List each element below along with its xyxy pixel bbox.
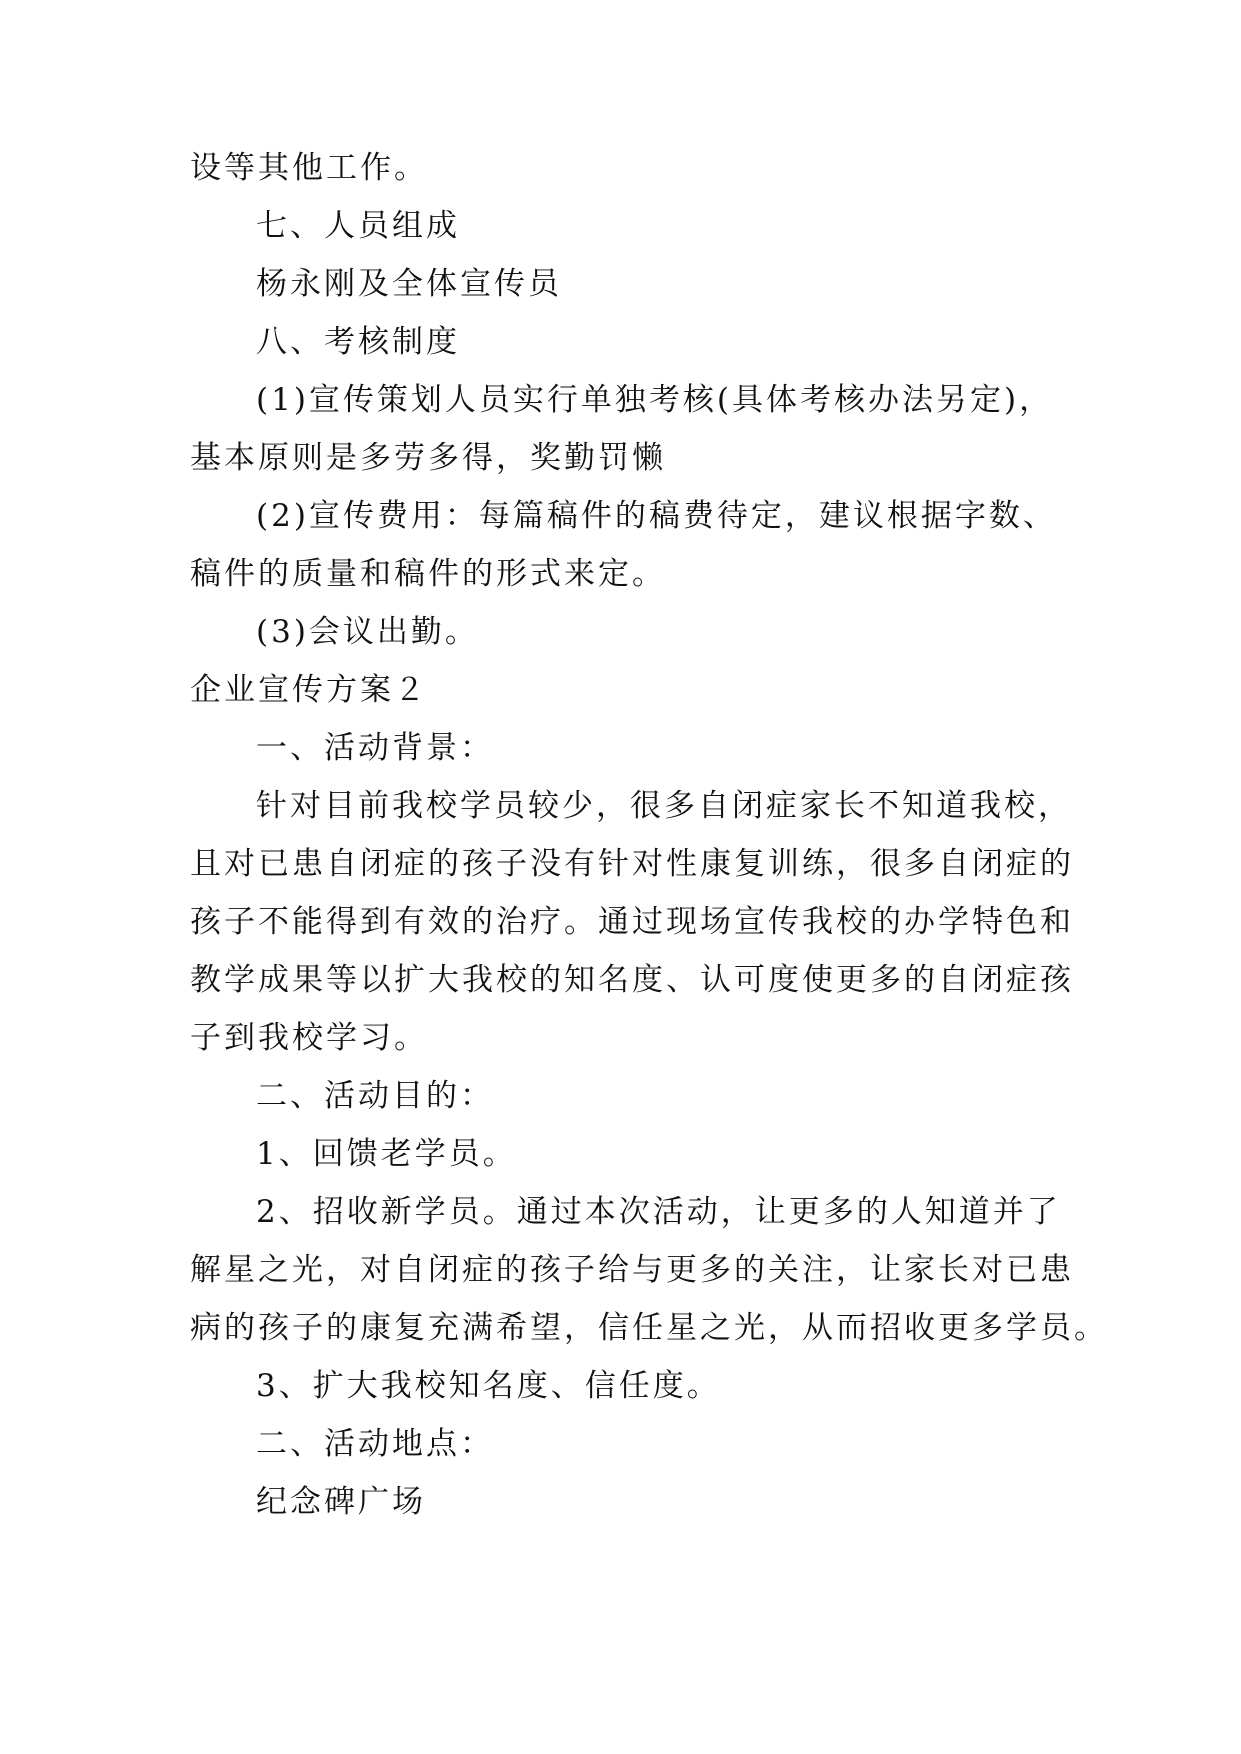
paragraph-line: (1)宣传策划人员实行单独考核(具体考核办法另定)，	[256, 382, 1054, 418]
section-heading: 七、人员组成	[256, 208, 460, 244]
paragraph-line: 孩子不能得到有效的治疗。通过现场宣传我校的办学特色和	[190, 904, 1074, 940]
paragraph-line: 稿件的质量和稿件的形式来定。	[190, 556, 666, 592]
paragraph-line: 纪念碑广场	[256, 1484, 426, 1520]
paragraph-line: (2)宣传费用：每篇稿件的稿费待定，建议根据字数、	[256, 498, 1057, 534]
paragraph-line: 且对已患自闭症的孩子没有针对性康复训练，很多自闭症的	[190, 846, 1074, 882]
paragraph-line: 设等其他工作。	[190, 150, 428, 186]
paragraph-line: 教学成果等以扩大我校的知名度、认可度使更多的自闭症孩	[190, 962, 1074, 998]
section-heading: 二、活动目的：	[256, 1078, 494, 1114]
section-heading: 一、活动背景：	[256, 730, 494, 766]
section-heading: 二、活动地点：	[256, 1426, 494, 1462]
paragraph-line: 2、招收新学员。通过本次活动，让更多的人知道并了	[256, 1194, 1061, 1230]
paragraph-line: (3)会议出勤。	[256, 614, 479, 650]
paragraph-line: 杨永刚及全体宣传员	[256, 266, 562, 302]
section-heading: 八、考核制度	[256, 324, 460, 360]
paragraph-line: 1、回馈老学员。	[256, 1136, 517, 1172]
paragraph-line: 病的孩子的康复充满希望，信任星之光，从而招收更多学员。	[190, 1310, 1108, 1346]
paragraph-line: 子到我校学习。	[190, 1020, 428, 1056]
paragraph-line: 基本原则是多劳多得，奖勤罚懒	[190, 440, 666, 476]
paragraph-line: 解星之光，对自闭症的孩子给与更多的关注，让家长对已患	[190, 1252, 1074, 1288]
document-title: 企业宣传方案２	[190, 672, 428, 708]
paragraph-line: 针对目前我校学员较少，很多自闭症家长不知道我校，	[256, 788, 1072, 824]
paragraph-line: 3、扩大我校知名度、信任度。	[256, 1368, 721, 1404]
